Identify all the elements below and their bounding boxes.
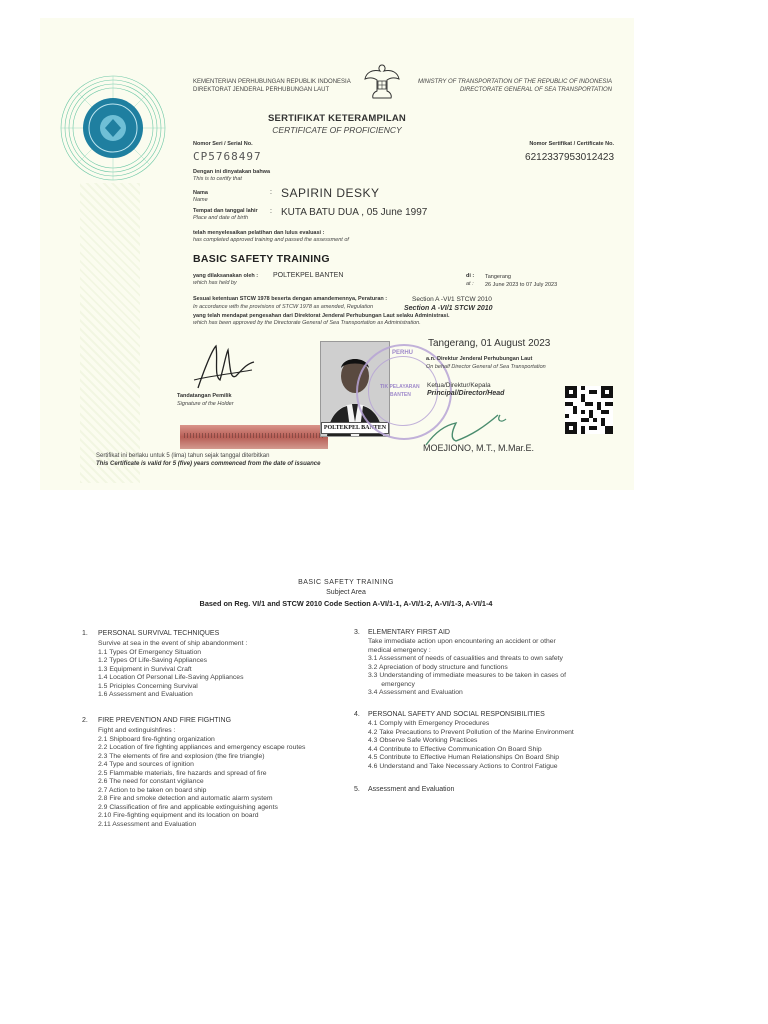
security-pattern: [80, 183, 140, 483]
list-item: 3.1 Assessment of needs of casualities and threats to own safety: [368, 655, 563, 662]
held-by-label-en: which has held by: [193, 280, 237, 286]
section-title: PERSONAL SURVIVAL TECHNIQUES: [98, 630, 220, 637]
serial-label: Nomor Seri / Serial No.: [193, 141, 253, 147]
list-item: 3.3 Understanding of immediate measures to be taken in cases of: [368, 672, 566, 679]
holder-name: SAPIRIN DESKY: [281, 186, 380, 200]
list-item: 2.2 Location of fire fighting appliances and emergency escape routes: [98, 744, 306, 751]
holder-signature-label-en: Signature of the Holder: [177, 401, 234, 407]
birth-label: Tempat dan tanggal lahir: [193, 208, 258, 214]
subjects-subtitle: Subject Area: [326, 589, 366, 596]
ministry-header-en: MINISTRY OF TRANSPORTATION OF THE REPUBLIC OF INDONESIA DIRECTORATE GENERAL OF SEA TRANSPORTATION: [417, 79, 612, 93]
section-title: PERSONAL SAFETY AND SOCIAL RESPONSIBILITIES: [368, 711, 545, 718]
section-number: 5.: [354, 786, 360, 793]
ministry-header-id: KEMENTERIAN PERHUBUNGAN REPUBLIK INDONESIA DIREKTORAT JENDERAL PERHUBUNGAN LAUT: [193, 79, 351, 93]
list-item: 4.2 Take Precautions to Prevent Pollution of the Marine Environment: [368, 728, 574, 736]
training-dates: 26 June 2023 to 07 July 2023: [485, 282, 558, 288]
section-title: ELEMENTARY FIRST AID: [368, 629, 450, 636]
at-label-en: at :: [466, 281, 474, 287]
director-label-en: On behalf Director General of Sea Transportation: [426, 364, 546, 370]
list-item: 1.6 Assessment and Evaluation: [98, 691, 193, 698]
stcw-label-en: In accordance with the provisions of STCW 1978 as amended, Regulation: [193, 304, 374, 310]
stcw-value: Section A -VI/1 STCW 2010: [412, 296, 492, 303]
section-intro: Survive at sea in the event of ship abandonment :: [98, 640, 248, 647]
section-number: 2.: [82, 717, 88, 724]
completed-label: telah menyelesaikan pelatihan dan lulus evaluasi :: [193, 230, 325, 236]
list-item: 1.4 Location Of Personal Life-Saving Appliances: [98, 674, 244, 681]
list-item: 4.1 Comply with Emergency Procedures: [368, 720, 490, 727]
stamp-text-top: PERHU: [392, 350, 414, 356]
validity-text: Sertifikat ini berlaku untuk 5 (lima) tahun sejak tanggal diterbitkan: [96, 453, 270, 459]
approved-label: yang telah mendapat pengesahan dari Direktorat Jenderal Perhubungan Laut selaku Administrasi.: [193, 313, 450, 319]
list-item: 4.5 Contribute to Effective Human Relationships On Board Ship: [368, 754, 560, 761]
at-label: di :: [466, 273, 475, 279]
name-label-en: Name: [193, 197, 208, 203]
head-label-en: Principal/Director/Head: [427, 390, 505, 397]
section-number: 4.: [354, 711, 360, 718]
garuda-emblem-icon: [362, 61, 402, 103]
section-intro: Fight and extinguishfires :: [98, 727, 176, 734]
approved-label-en: which has been approved by the Directorate General of Sea Transportation as Administration.: [193, 320, 421, 326]
birth-label-en: Place and date of birth: [193, 215, 249, 221]
section-title: FIRE PREVENTION AND FIRE FIGHTING: [98, 717, 232, 724]
list-item: 2.3 The elements of fire and explosion (the fire triangle): [98, 752, 265, 760]
signer-name: MOEJIONO, M.T., M.Mar.E.: [423, 443, 535, 453]
certify-label-en: This is to certify that: [193, 176, 242, 182]
list-item: 2.5 Flammable materials, fire hazards and spread of fire: [98, 769, 267, 777]
section-number: 1.: [82, 630, 88, 637]
held-by-value: POLTEKPEL BANTEN: [273, 272, 344, 279]
certificate-title-en: CERTIFICATE OF PROFICIENCY: [272, 125, 402, 135]
list-item: 3.2 Apreciation of body structure and functions: [368, 663, 508, 671]
stcw-value-en: Section A -VI/1 STCW 2010: [404, 305, 493, 312]
completed-label-en: has completed approved training and passed the assessment of: [193, 237, 349, 243]
issue-place-date: Tangerang, 01 August 2023: [428, 338, 551, 349]
subjects-basis: Based on Reg. VI/1 and STCW 2010 Code Section A-VI/1-1, A-VI/1-2, A-VI/1-3, A-VI/1-4: [199, 599, 493, 608]
qr-code-icon: [565, 386, 613, 434]
list-item: 2.10 Fire-fighting equipment and its location on board: [98, 812, 259, 819]
list-item: 2.7 Action to be taken on board ship: [98, 786, 207, 794]
held-by-label: yang dilaksanakan oleh :: [193, 273, 259, 279]
list-item: 4.6 Understand and Take Necessary Actions to Control Fatigue: [368, 762, 558, 770]
certificate-sheet: [40, 18, 634, 490]
list-item: 3.4 Assessment and Evaluation: [368, 689, 463, 696]
holder-signature-icon: [190, 340, 260, 396]
section-number: 3.: [354, 629, 360, 636]
name-label: Nama: [193, 190, 208, 196]
list-item: 1.5 Priciples Concerning Survival: [98, 682, 198, 690]
certify-label: Dengan ini dinyatakan bahwa: [193, 169, 271, 175]
stamp-text-bottom: BANTEN: [390, 392, 411, 398]
list-item: 2.6 The need for constant vigilance: [98, 778, 204, 785]
name-colon: :: [270, 189, 272, 196]
head-label: Ketua/Direktur/Kepala: [427, 382, 491, 389]
stcw-label: Sesuai ketentuan STCW 1978 beserta dengan amandemennya, Peraturan :: [193, 296, 388, 302]
at-value: Tangerang: [485, 274, 511, 280]
subjects-title: BASIC SAFETY TRAINING: [298, 579, 394, 586]
validity-text-en: This Certificate is valid for 5 (five) years commenced from the date of issuance: [96, 461, 321, 467]
security-strip: [180, 425, 328, 449]
director-label: a.n. Direktur Jenderal Perhubungan Laut: [426, 356, 533, 362]
list-item: 2.8 Fire and smoke detection and automatic alarm system: [98, 795, 273, 802]
list-item: 2.1 Shipboard fire-fighting organization: [98, 735, 215, 743]
list-item: 2.4 Type and sources of ignition: [98, 761, 194, 768]
list-item: 1.3 Equipment in Survival Craft: [98, 665, 192, 673]
course-title: BASIC SAFETY TRAINING: [193, 253, 330, 265]
photo-caption: POLTEKPEL BANTEN: [321, 422, 389, 434]
list-item: emergency: [368, 680, 415, 688]
list-item: 2.9 Classification of fire and applicable extinguishing agents: [98, 803, 278, 811]
list-item: 1.1 Types Of Emergency Situation: [98, 648, 202, 656]
birth-value: KUTA BATU DUA , 05 June 1997: [281, 207, 428, 218]
stamp-text-middle: TIK PELAYARAN: [380, 384, 420, 390]
list-item: 4.3 Observe Safe Working Practices: [368, 737, 478, 744]
section-intro: medical emergency :: [368, 646, 431, 654]
list-item: 4.4 Contribute to Effective Communication On Board Ship: [368, 745, 542, 753]
section-intro: Take immediate action upon encountering an accident or other: [368, 638, 556, 645]
cert-number-label: Nomor Sertifikat / Certificate No.: [529, 141, 614, 147]
birth-colon: :: [270, 208, 272, 215]
list-item: 1.2 Types Of Life-Saving Appliances: [98, 657, 208, 664]
cert-number: 6212337953012423: [525, 152, 614, 163]
section-title: Assessment and Evaluation: [368, 786, 455, 793]
holder-signature-label: Tandatangan Pemilik: [177, 393, 232, 399]
serial-number: CP5768497: [193, 150, 262, 163]
list-item: 2.11 Assessment and Evaluation: [98, 820, 197, 828]
certificate-title: SERTIFIKAT KETERAMPILAN: [268, 113, 406, 124]
